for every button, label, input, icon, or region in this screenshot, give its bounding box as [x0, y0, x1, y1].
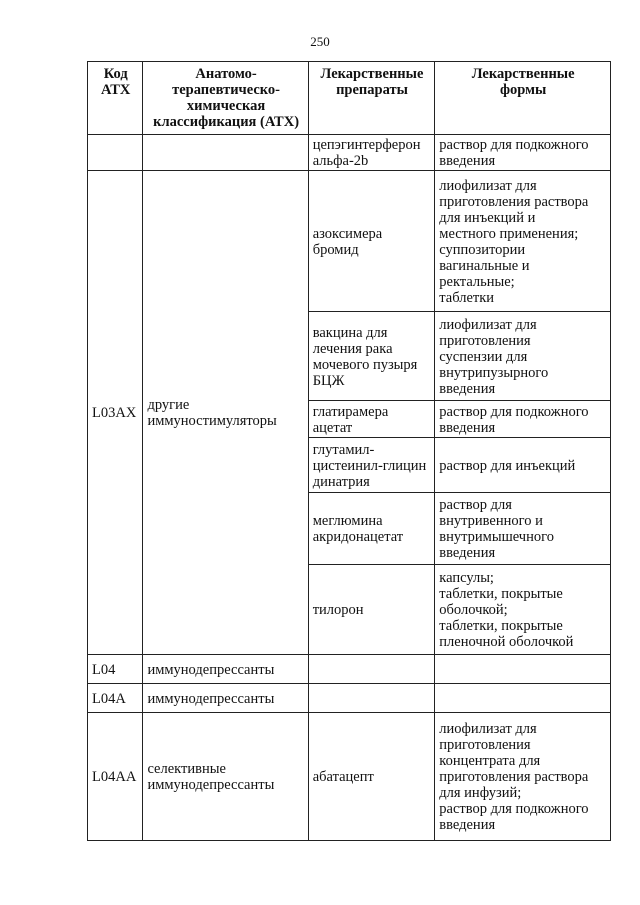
form-cell: лиофилизат для приготовления суспензии для внутрипузырного введения: [435, 312, 611, 401]
classification-cell: другие иммуностимуляторы: [143, 171, 308, 655]
form-cell: капсулы; таблетки, покрытые оболочкой; таблетки, покрытые пленочной оболочкой: [435, 565, 611, 655]
form-cell: раствор для инъекций: [435, 438, 611, 493]
header-classification: Анатомо- терапевтическо- химическая классификация (АТХ): [143, 62, 308, 135]
form-cell: раствор для внутривенного и внутримышечного введения: [435, 493, 611, 565]
drug-cell: абатацепт: [308, 713, 435, 841]
form-cell: лиофилизат для приготовления раствора для инъекций и местного применения; суппозитории вагинальные и ректальные; таблетки: [435, 171, 611, 312]
header-drugs: Лекарственные препараты: [308, 62, 435, 135]
classification-cell: селективные иммунодепрессанты: [143, 713, 308, 841]
header-code: Код АТХ: [88, 62, 143, 135]
drug-cell: цепэгинтерферон альфа-2b: [308, 135, 435, 171]
form-cell: [435, 655, 611, 684]
code-cell: L04A: [88, 684, 143, 713]
code-cell: L04: [88, 655, 143, 684]
classification-cell: иммунодепрессанты: [143, 684, 308, 713]
table-row: [88, 655, 611, 684]
table-row: [88, 135, 611, 171]
classification-cell: иммунодепрессанты: [143, 655, 308, 684]
atx-drug-table: [87, 61, 611, 841]
drug-cell: глатирамера ацетат: [308, 401, 435, 438]
code-cell: L03AX: [88, 171, 143, 655]
form-cell: [435, 684, 611, 713]
drug-cell: азоксимера бромид: [308, 171, 435, 312]
table-row: [88, 713, 611, 841]
drug-cell: вакцина для лечения рака мочевого пузыря БЦЖ: [308, 312, 435, 401]
page-number: 250: [310, 34, 330, 49]
form-cell: раствор для подкожного введения: [435, 401, 611, 438]
form-cell: раствор для подкожного введения: [435, 135, 611, 171]
table-row: [88, 171, 611, 312]
code-cell: L04AA: [88, 713, 143, 841]
table-row: [88, 684, 611, 713]
classification-cell: [143, 135, 308, 171]
drug-cell: тилорон: [308, 565, 435, 655]
table-header-row: [88, 62, 611, 135]
drug-cell: [308, 684, 435, 713]
header-forms: Лекарственные формы: [435, 62, 611, 135]
code-cell: [88, 135, 143, 171]
drug-cell: [308, 655, 435, 684]
form-cell: лиофилизат для приготовления концентрата для приготовления раствора для инфузий; раствор для подкожного введения: [435, 713, 611, 841]
drug-cell: глутамил- цистеинил-глицин динатрия: [308, 438, 435, 493]
drug-cell: меглюмина акридонацетат: [308, 493, 435, 565]
